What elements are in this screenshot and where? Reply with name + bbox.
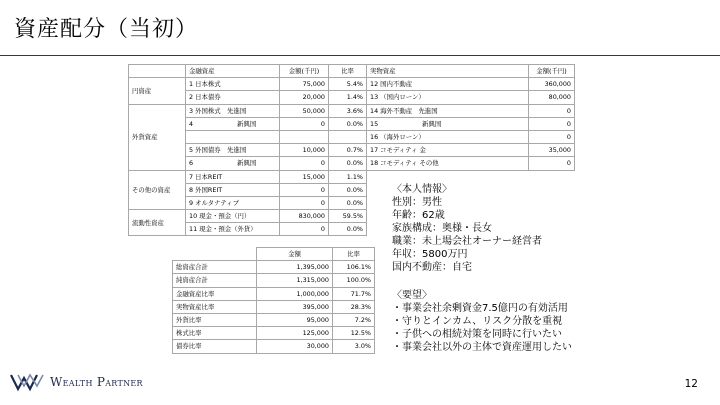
financial-asset-cell (186, 183, 280, 196)
table-row (129, 170, 575, 183)
request-line: ・事業会社以外の主体で資産運用したい (392, 342, 572, 353)
page-number: 12 (684, 378, 698, 390)
real-asset-cell (367, 78, 529, 91)
financial-asset-cell-text: 11 現金・預金（外貨） (189, 225, 257, 234)
real-asset-cell (367, 104, 529, 117)
request-line: ・子供への相続対策を同時に行いたい (392, 329, 562, 340)
real-amount-cell: 80,000 (529, 91, 575, 104)
financial-ratio-cell: 0.7% (329, 144, 367, 157)
summary-label-cell: 純資産合計 (173, 274, 257, 287)
financial-asset-cell-subtext: 新興国 (237, 119, 257, 128)
category-cell: 流動性資産 (129, 210, 186, 236)
financial-ratio-cell: 59.5% (329, 210, 367, 223)
financial-amount-cell: 0 (280, 223, 329, 236)
financial-asset-cell (186, 210, 280, 223)
column-header: 金融資産 (186, 65, 280, 78)
real-amount-cell: 35,000 (529, 144, 575, 157)
real-asset-cell-text: 14 海外不動産 先進国 (370, 106, 438, 115)
real-asset-cell-text: 17 コモディティ 金 (370, 146, 426, 155)
table-header-row (129, 65, 575, 78)
summary-amount-cell: 395,000 (257, 300, 333, 313)
summary-ratio-cell: 3.0% (333, 340, 375, 353)
summary-ratio-cell: 106.1% (333, 261, 375, 274)
table-row (129, 130, 575, 143)
profile-section (392, 183, 542, 274)
financial-amount-cell: 50,000 (280, 104, 329, 117)
summary-row (173, 300, 375, 313)
category-cell: その他の資産 (129, 170, 186, 210)
financial-asset-cell-text: 10 現金・預金（円） (189, 212, 251, 221)
financial-ratio-cell: 1.1% (329, 170, 367, 183)
financial-amount-cell (280, 130, 329, 143)
financial-amount-cell: 0 (280, 196, 329, 209)
profile-line: 家族構成：奥様・長女 (392, 223, 492, 234)
financial-asset-cell-text: 6 (189, 159, 194, 168)
financial-asset-cell (186, 117, 280, 130)
real-asset-cell-subtext: 新興国 (422, 119, 442, 128)
financial-asset-cell-text: 7 日本REIT (189, 172, 223, 181)
summary-table (172, 247, 375, 354)
summary-row (173, 274, 375, 287)
real-asset-cell (367, 117, 529, 130)
table-row (129, 104, 575, 117)
real-asset-cell-text: 15 (370, 119, 379, 128)
financial-amount-cell: 0 (280, 157, 329, 170)
financial-ratio-cell: 0.0% (329, 196, 367, 209)
page-title: 資産配分（当初） (14, 17, 199, 42)
summary-label-cell: 総資産合計 (173, 261, 257, 274)
profile-line: 性別：男性 (392, 197, 442, 208)
financial-amount-cell: 830,000 (280, 210, 329, 223)
financial-ratio-cell: 3.6% (329, 104, 367, 117)
company-logo (10, 372, 143, 392)
real-asset-cell (367, 130, 529, 143)
financial-ratio-cell: 0.0% (329, 183, 367, 196)
real-amount-cell: 360,000 (529, 78, 575, 91)
financial-ratio-cell: 0.0% (329, 117, 367, 130)
empty-cell (367, 170, 575, 183)
summary-row (173, 340, 375, 353)
financial-amount-cell: 15,000 (280, 170, 329, 183)
real-asset-cell-text: 16 （海外ローン） (370, 133, 425, 142)
summary-label-cell: 実物資産比率 (173, 300, 257, 313)
summary-ratio-cell: 71.7% (333, 287, 375, 300)
summary-ratio-cell: 12.5% (333, 327, 375, 340)
financial-amount-cell: 75,000 (280, 78, 329, 91)
summary-ratio-cell: 7.2% (333, 313, 375, 326)
summary-ratio-cell: 28.3% (333, 300, 375, 313)
summary-label-cell: 債券比率 (173, 340, 257, 353)
header-empty-cell (173, 248, 257, 261)
request-line: ・事業会社余剰資金7.5億円の有効活用 (392, 303, 568, 314)
financial-asset-cell (186, 223, 280, 236)
financial-asset-cell (186, 78, 280, 91)
column-header: 比率 (333, 248, 375, 261)
summary-ratio-cell: 100.0% (333, 274, 375, 287)
financial-asset-cell (186, 104, 280, 117)
profile-line: 国内不動産：自宅 (392, 262, 472, 273)
financial-ratio-cell: 0.0% (329, 223, 367, 236)
table-row (129, 117, 575, 130)
column-header: 金額(千円) (529, 65, 575, 78)
summary-header-row (173, 248, 375, 261)
real-asset-cell (367, 144, 529, 157)
column-header: 比率 (329, 65, 367, 78)
real-amount-cell: 0 (529, 157, 575, 170)
summary-amount-cell: 1,395,000 (257, 261, 333, 274)
financial-asset-cell-text: 1 日本株式 (189, 80, 221, 89)
financial-asset-cell (186, 130, 280, 143)
real-amount-cell: 0 (529, 117, 575, 130)
summary-amount-cell: 30,000 (257, 340, 333, 353)
real-asset-cell-text: 13 （国内ローン） (370, 93, 425, 102)
summary-amount-cell: 125,000 (257, 327, 333, 340)
table-row (129, 91, 575, 104)
financial-amount-cell: 20,000 (280, 91, 329, 104)
real-asset-cell-text: 12 国内不動産 (370, 80, 413, 89)
real-asset-cell-text: 18 コモディティ その他 (370, 159, 439, 168)
financial-asset-cell-text: 4 (189, 119, 194, 128)
column-header: 金額 (257, 248, 333, 261)
summary-row (173, 313, 375, 326)
category-cell: 円資産 (129, 78, 186, 104)
summary-row (173, 287, 375, 300)
financial-amount-cell: 0 (280, 183, 329, 196)
summary-label-cell: 外貨比率 (173, 313, 257, 326)
financial-asset-cell (186, 91, 280, 104)
summary-label-cell: 株式比率 (173, 327, 257, 340)
header-empty-cell (129, 65, 186, 78)
wealth-partner-logo-icon (10, 372, 44, 392)
financial-asset-cell-text: 9 オルタナティブ (189, 198, 240, 207)
summary-amount-cell: 1,000,000 (257, 287, 333, 300)
profile-line: 年齢：62歳 (392, 210, 445, 221)
requests-section (392, 289, 572, 354)
financial-asset-cell (186, 196, 280, 209)
financial-asset-cell-text: 5 外国債券 先進国 (189, 146, 247, 155)
summary-amount-cell: 95,000 (257, 313, 333, 326)
column-header: 金額(千円) (280, 65, 329, 78)
financial-ratio-cell: 1.4% (329, 91, 367, 104)
financial-asset-cell-subtext: 新興国 (237, 159, 257, 168)
table-row (129, 78, 575, 91)
real-asset-cell (367, 157, 529, 170)
requests-heading: 〈要望〉 (392, 290, 432, 301)
profile-line: 職業：未上場会社オーナー経営者 (392, 236, 542, 247)
financial-asset-cell (186, 157, 280, 170)
column-header: 実物資産 (367, 65, 529, 78)
financial-amount-cell: 0 (280, 117, 329, 130)
summary-amount-cell: 1,315,000 (257, 274, 333, 287)
summary-row (173, 327, 375, 340)
request-line: ・守りとインカム、リスク分散を重視 (392, 316, 563, 327)
table-row (129, 157, 575, 170)
financial-asset-cell (186, 170, 280, 183)
financial-asset-cell (186, 144, 280, 157)
title-divider (0, 55, 720, 56)
table-row (129, 144, 575, 157)
financial-asset-cell-text: 2 日本債券 (189, 93, 221, 102)
profile-line: 年収：5800万円 (392, 249, 468, 260)
financial-asset-cell-text: 3 外国株式 先進国 (189, 106, 247, 115)
logo-text: Wealth Partner (50, 375, 143, 389)
financial-asset-cell-text: 8 外国REIT (189, 185, 223, 194)
financial-ratio-cell (329, 130, 367, 143)
real-asset-cell (367, 91, 529, 104)
summary-row (173, 261, 375, 274)
financial-amount-cell: 10,000 (280, 144, 329, 157)
category-cell: 外貨資産 (129, 104, 186, 170)
financial-ratio-cell: 5.4% (329, 78, 367, 91)
financial-ratio-cell: 0.0% (329, 157, 367, 170)
profile-heading: 〈本人情報〉 (392, 184, 452, 195)
real-amount-cell: 0 (529, 130, 575, 143)
real-amount-cell: 0 (529, 104, 575, 117)
summary-label-cell: 金融資産比率 (173, 287, 257, 300)
